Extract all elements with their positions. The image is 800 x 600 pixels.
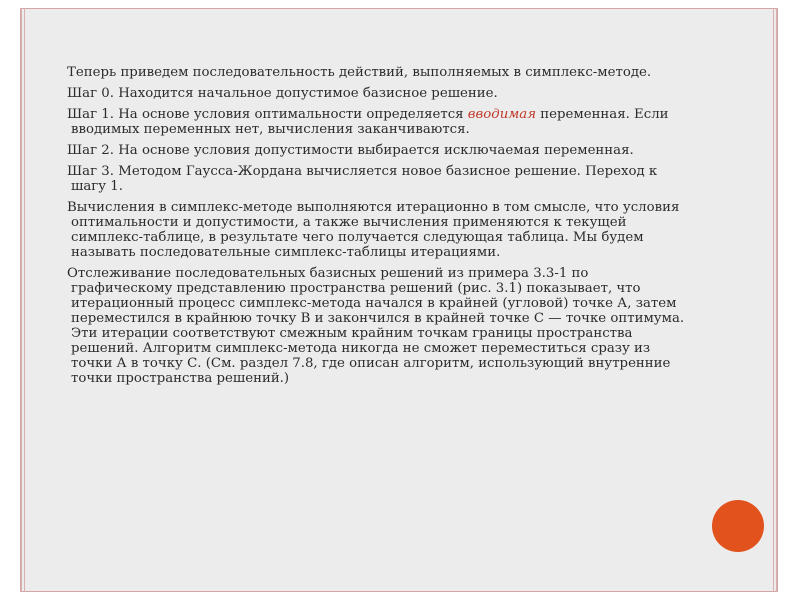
paragraph-step-2	[53, 143, 693, 158]
paragraph-iterations	[53, 200, 693, 260]
slide-content	[53, 65, 693, 392]
paragraph-step-0	[53, 86, 693, 101]
paragraph-text: Отслеживание последовательных базисных решений из примера 3.3-1 по графическому представлению пространства решений (рис. 3.1) показывает, что итерационный процесс симплекс-метода начался в крайней (угловой) точке А, затем переместился в крайнюю точку В и закончился в крайней точке С — точке оптимума. Эти итерации соответствуют смежным крайним точкам границы пространства решений. Алгоритм симплекс-метода никогда не сможет переместиться сразу из точки А в точку С. (См. раздел 7.8, где описан алгоритм, использующий внутренние точки пространства решений.)	[67, 266, 685, 386]
paragraph-text: Шаг 2. На основе условия допустимости выбирается исключаемая переменная.	[67, 143, 634, 158]
paragraph-step-3	[53, 164, 693, 194]
paragraph-tracking	[53, 266, 693, 386]
decorative-circle	[712, 500, 764, 552]
paragraph-text: Шаг 0. Находится начальное допустимое базисное решение.	[67, 86, 498, 101]
accent-word: вводимая	[467, 107, 537, 122]
paragraph-text: Теперь приведем последовательность действий, выполняемых в симплекс-методе.	[67, 65, 652, 80]
paragraph-text: Вычисления в симплекс-методе выполняются итерационно в том смысле, что условия оптимальности и допустимости, а также вычисления применяются к текущей симплекс-таблице, в результате чего получается следующая таблица. Мы будем называть последовательные симплекс-таблицы итерациями.	[67, 200, 680, 260]
paragraph-text-before: Шаг 1. На основе условия оптимальности определяется	[67, 107, 468, 122]
paragraph-intro	[53, 65, 693, 80]
paragraph-step-1	[53, 107, 693, 137]
paragraph-text-after: переменная. Если вводимых переменных нет, вычисления заканчиваются.	[71, 107, 669, 137]
paragraph-text: Шаг 3. Методом Гаусса-Жордана вычисляется новое базисное решение. Переход к шагу 1.	[67, 164, 658, 194]
